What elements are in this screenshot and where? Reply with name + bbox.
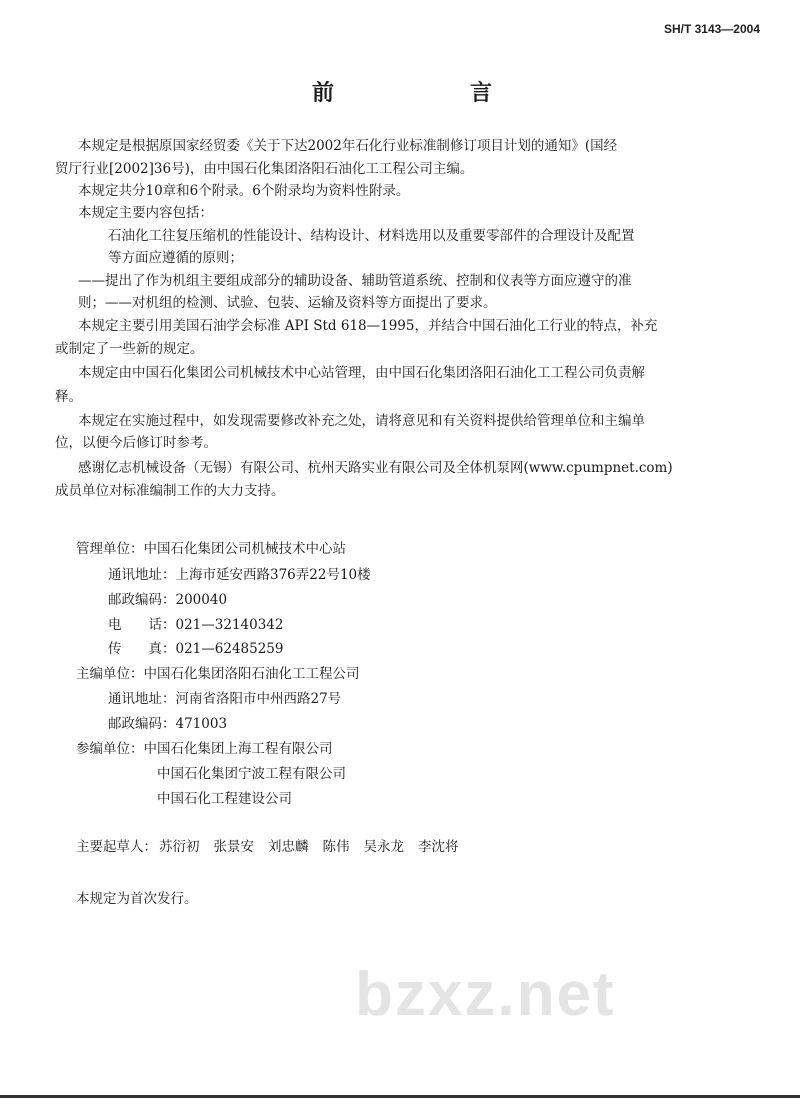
drafters-label: 主要起草人： <box>76 839 157 855</box>
address-value: 河南省洛阳市中州西路27号 <box>175 691 342 707</box>
paragraph-line: 感谢亿志机械设备（无锡）有限公司、杭州天路实业有限公司及全体机泵网(www.cpumpnet.com) <box>78 460 673 476</box>
drafter-name: 吴永龙 <box>363 839 404 855</box>
participants-line <box>76 740 333 758</box>
editor-value: 中国石化集团洛阳石油化工工程公司 <box>143 666 360 682</box>
editor-address-line <box>108 690 341 708</box>
editor-postcode-line <box>108 715 227 733</box>
drafter-name: 刘忠麟 <box>268 839 309 855</box>
paragraph-line: 本规定主要内容包括： <box>78 205 213 221</box>
paragraph-line: 贸厅行业[2002]36号)，由中国石化集团洛阳石油化工工程公司主编。 <box>55 161 474 177</box>
postcode-label: 邮政编码： <box>108 592 176 608</box>
address-label: 通讯地址： <box>108 567 176 583</box>
watermark: bzxz.net <box>355 960 616 1029</box>
manager-value: 中国石化集团公司机械技术中心站 <box>143 541 346 557</box>
paragraph-line: 本规定是根据原国家经贸委《关于下达2002年石化行业标准制修订项目计划的通知》(国经 <box>78 138 618 154</box>
page-title-char-2: 言 <box>470 80 493 106</box>
manager-label: 管理单位： <box>76 541 144 557</box>
manager-postcode-line <box>108 591 227 609</box>
paragraph-line: 成员单位对标准编制工作的大力支持。 <box>55 483 285 499</box>
postcode-value: 471003 <box>175 716 228 732</box>
footer-rule <box>0 1095 800 1098</box>
participant: 中国石化集团上海工程有限公司 <box>143 741 333 757</box>
manager-address-line <box>108 566 371 584</box>
paragraph-line: 或制定了一些新的规定。 <box>55 341 204 357</box>
paragraph-line: 本规定在实施过程中，如发现需要修改补充之处，请将意见和有关资料提供给管理单位和主编单 <box>78 413 645 429</box>
fax-line <box>108 640 283 658</box>
postcode-value: 200040 <box>175 592 228 608</box>
paragraph-line: 本规定由中国石化集团公司机械技术中心站管理，由中国石化集团洛阳石油化工工程公司负责解 <box>78 365 645 381</box>
phone-value: 021—32140342 <box>175 617 284 633</box>
postcode-label: 邮政编码： <box>108 716 176 732</box>
drafter-name: 苏衍初 <box>159 839 200 855</box>
drafter-name: 陈伟 <box>322 839 350 855</box>
drafter-name: 张景安 <box>213 839 254 855</box>
phone-line <box>108 616 283 634</box>
participant: 中国石化集团宁波工程有限公司 <box>157 766 346 782</box>
closing-statement: 本规定为首次发行。 <box>76 891 198 907</box>
fax-label: 传 真： <box>108 641 176 657</box>
paragraph-line: 本规定共分10章和6个附录。6个附录均为资料性附录。 <box>78 183 410 199</box>
phone-label: 电 话： <box>108 617 176 633</box>
address-value: 上海市延安西路376弄22号10楼 <box>175 567 371 583</box>
page-title-char-1: 前 <box>312 80 335 106</box>
paragraph-line: 位，以便今后修订时参考。 <box>55 435 217 451</box>
paragraph-line: 则；——对机组的检测、试验、包装、运输及资料等方面提出了要求。 <box>78 295 497 311</box>
participants-label: 参编单位： <box>76 741 144 757</box>
paragraph-line: ——提出了作为机组主要组成部分的辅助设备、辅助管道系统、控制和仪表等方面应遵守的准 <box>78 273 632 289</box>
manager-line <box>76 540 346 558</box>
paragraph-line: 石油化工往复压缩机的性能设计、结构设计、材料选用以及重要零部件的合理设计及配置 <box>108 228 635 244</box>
paragraph-line: 等方面应遵循的原则； <box>108 250 243 266</box>
standard-number: SH/T 3143—2004 <box>663 22 760 36</box>
address-label: 通讯地址： <box>108 691 176 707</box>
paragraph-line: 本规定主要引用美国石油学会标准 API Std 618—1995，并结合中国石油化工行业的特点，补充 <box>78 318 658 334</box>
drafter-name: 李沈将 <box>418 839 459 855</box>
drafters-line <box>76 838 459 856</box>
editor-line <box>76 665 360 683</box>
participant: 中国石化工程建设公司 <box>157 791 292 807</box>
paragraph-line: 释。 <box>55 389 82 405</box>
fax-value: 021—62485259 <box>175 641 284 657</box>
editor-label: 主编单位： <box>76 666 144 682</box>
